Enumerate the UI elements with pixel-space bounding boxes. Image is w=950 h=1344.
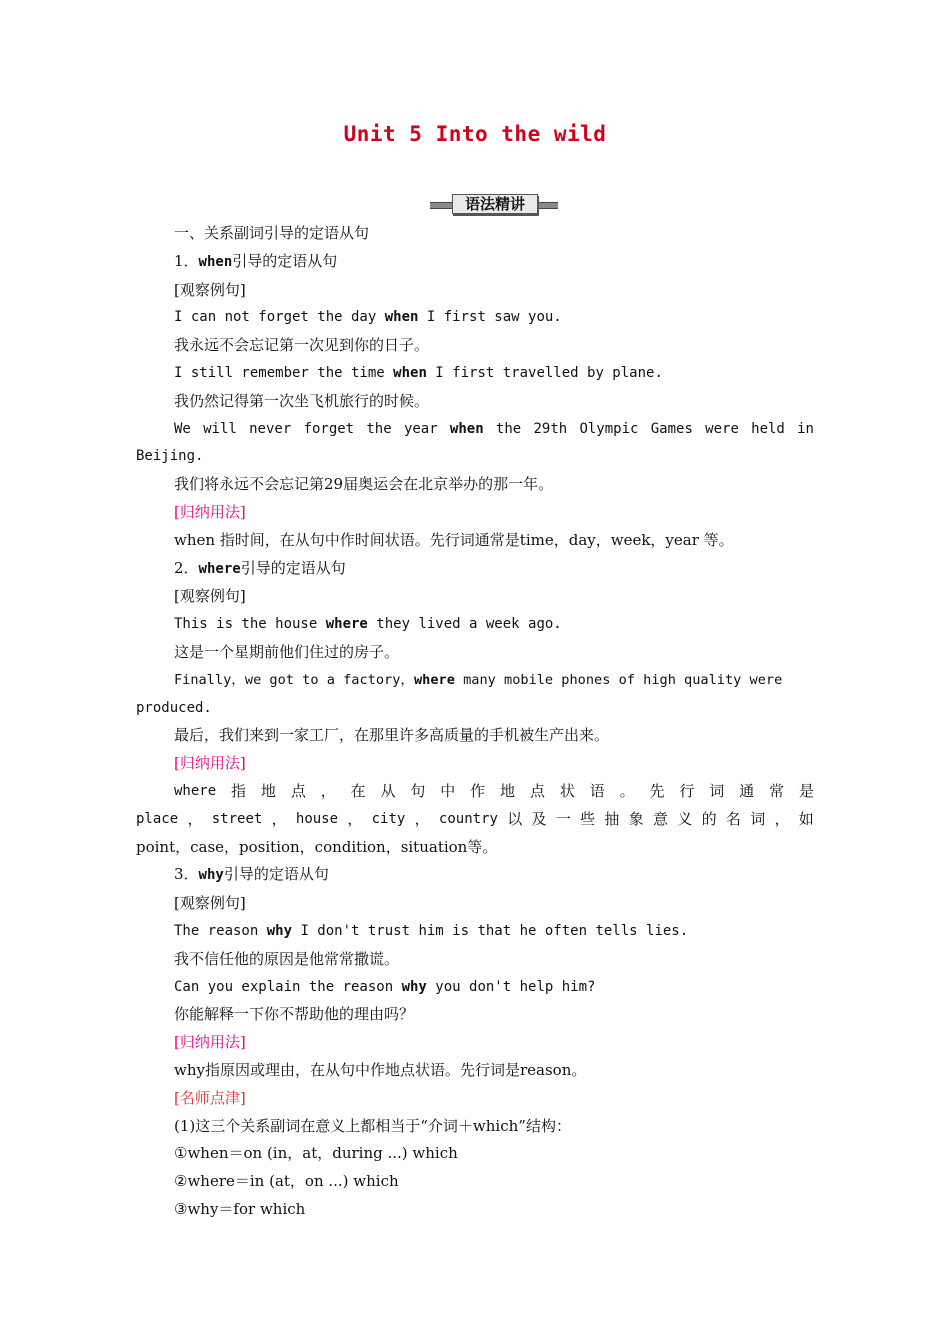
word: 词	[709, 781, 725, 800]
section-heading: 一、关系副词引导的定语从句	[174, 224, 370, 242]
word: in	[797, 420, 814, 437]
word: 的	[701, 809, 717, 828]
word: the	[366, 420, 392, 437]
rule-text-line-1	[136, 778, 814, 806]
word: will	[203, 420, 237, 437]
observe-label: [观察例句]	[174, 280, 246, 299]
example-sentence-end: Beijing.	[136, 448, 204, 465]
sub-keyword: why	[198, 867, 224, 884]
content	[136, 220, 814, 1224]
observe-label: [观察例句]	[174, 894, 246, 913]
section-banner	[430, 192, 558, 216]
rule-text-line-2	[136, 806, 814, 834]
example-translation: 你能解释一下你不帮助他的理由吗？	[174, 1005, 415, 1024]
word: 点	[290, 781, 306, 800]
word: 地	[260, 781, 276, 800]
example-translation: 我仍然记得第一次坐飞机旅行的时候。	[174, 391, 430, 410]
sub-number: 3．	[174, 865, 199, 884]
word: 状	[559, 781, 575, 800]
word: 行	[679, 781, 695, 800]
word: 是	[798, 781, 814, 800]
example-text: I first travelled by plane.	[426, 364, 663, 381]
subheading-where	[136, 555, 814, 584]
word: 指	[231, 781, 247, 800]
tips-label: [名师点津]	[174, 1088, 246, 1107]
example-sentence-justified	[136, 416, 814, 444]
word: country	[438, 810, 498, 827]
word: 抽	[604, 809, 620, 828]
example-sentence	[136, 611, 814, 639]
word: never	[249, 420, 292, 437]
word: 通	[739, 781, 755, 800]
sub-number: 1．	[174, 251, 199, 270]
sub-text: 引导的定语从句	[240, 558, 346, 577]
word: city	[371, 810, 406, 827]
example-sentence	[136, 918, 814, 946]
tips-item: ③why＝for which	[174, 1199, 306, 1218]
example-text: many mobile phones of high quality were	[454, 671, 783, 688]
word: place	[136, 810, 179, 827]
example-keyword: when	[449, 420, 484, 437]
example-keyword: when	[393, 364, 427, 381]
unit-title: Unit 5 Into the wild	[343, 122, 607, 146]
example-keyword: where	[325, 616, 368, 633]
rule-label: [归纳用法]	[174, 1033, 246, 1052]
example-text: I first saw you.	[418, 309, 562, 326]
example-translation: 最后，我们来到一家工厂，在那里许多高质量的手机被生产出来。	[174, 726, 610, 745]
rule-text-line-3: point，case，position，condition，situation等。	[136, 837, 498, 856]
sub-keyword: where	[198, 560, 241, 577]
word: ，	[347, 809, 363, 828]
rule-text: when 指时间，在从句中作时间状语。先行词通常是time，day，week，year 等。	[174, 530, 734, 549]
word: ，	[414, 809, 430, 828]
rule-label: [归纳用法]	[174, 502, 246, 521]
example-text: I don't trust him is that he often tells lies.	[292, 922, 689, 939]
tips-item: ②where＝in (at，on ...) which	[174, 1172, 399, 1191]
word: 点	[529, 781, 545, 800]
word: ，	[187, 809, 203, 828]
rule-text: why指原因或理由，在从句中作地点状语。先行词是reason。	[174, 1060, 587, 1079]
example-sentence-end: produced.	[136, 699, 212, 716]
word: 及	[531, 809, 547, 828]
word: 在	[350, 781, 366, 800]
sub-text: 引导的定语从句	[223, 865, 329, 884]
example-keyword: when	[384, 309, 419, 326]
rule-label: [归纳用法]	[174, 754, 246, 773]
word: 作	[470, 781, 486, 800]
word: where	[174, 782, 217, 799]
word: 词	[750, 809, 766, 828]
word: 语	[589, 781, 605, 800]
word: 从	[380, 781, 396, 800]
word: 29th	[533, 420, 568, 437]
observe-label: [观察例句]	[174, 587, 246, 606]
word: ，	[271, 809, 287, 828]
word: the	[495, 420, 522, 437]
word: ，	[320, 781, 336, 800]
word: forget	[303, 420, 355, 437]
word: 先	[649, 781, 665, 800]
example-text: I still remember the time	[174, 364, 394, 381]
word: 名	[725, 809, 741, 828]
example-text: you don't help him?	[426, 978, 596, 995]
sub-keyword: when	[198, 253, 233, 270]
example-keyword: why	[266, 922, 293, 939]
example-sentence	[136, 667, 814, 695]
example-translation: 我们将永远不会忘记第29届奥运会在北京举办的那一年。	[174, 475, 554, 494]
example-translation: 我永远不会忘记第一次见到你的日子。	[174, 336, 430, 355]
word: held	[751, 420, 785, 437]
example-sentence	[136, 360, 814, 388]
word: 意	[653, 809, 669, 828]
word: street	[211, 810, 263, 827]
example-text: This is the house	[174, 616, 326, 633]
word: 如	[798, 809, 814, 828]
example-text: The reason	[174, 922, 267, 939]
example-translation: 我不信任他的原因是他常常撒谎。	[174, 949, 400, 968]
tips-paragraph: (1)这三个关系副词在意义上都相当于“介词＋which”结构：	[174, 1116, 571, 1135]
subheading-when	[136, 248, 814, 277]
example-sentence	[136, 974, 814, 1002]
word: house	[295, 810, 339, 827]
example-translation: 这是一个星期前他们住过的房子。	[174, 642, 400, 661]
example-text: Can you explain the reason	[174, 978, 402, 995]
word: 地	[500, 781, 516, 800]
subheading-why	[136, 861, 814, 890]
word: were	[705, 420, 739, 437]
sub-number: 2．	[174, 558, 199, 577]
example-text: I can not forget the day	[174, 309, 385, 326]
example-text: Finally，we got to a factory，	[174, 671, 414, 688]
example-text: they lived a week ago.	[367, 616, 562, 633]
example-sentence	[136, 304, 814, 332]
word: 些	[580, 809, 596, 828]
sub-text: 引导的定语从句	[232, 251, 338, 270]
word: 义	[677, 809, 693, 828]
word: 句	[410, 781, 426, 800]
example-keyword: why	[401, 978, 427, 995]
word: 常	[769, 781, 785, 800]
word: ，	[774, 809, 790, 828]
word: 象	[628, 809, 644, 828]
word: Games	[650, 420, 693, 437]
word: We	[174, 420, 191, 437]
word: 以	[507, 809, 523, 828]
word: 中	[440, 781, 456, 800]
word: year	[403, 420, 438, 437]
example-keyword: where	[413, 671, 455, 688]
word: 。	[619, 781, 635, 800]
tips-item: ①when＝on (in，at，during ...) which	[174, 1144, 458, 1163]
banner-label: 语法精讲	[452, 194, 538, 214]
word: Olympic	[579, 420, 639, 437]
word: 一	[555, 809, 571, 828]
